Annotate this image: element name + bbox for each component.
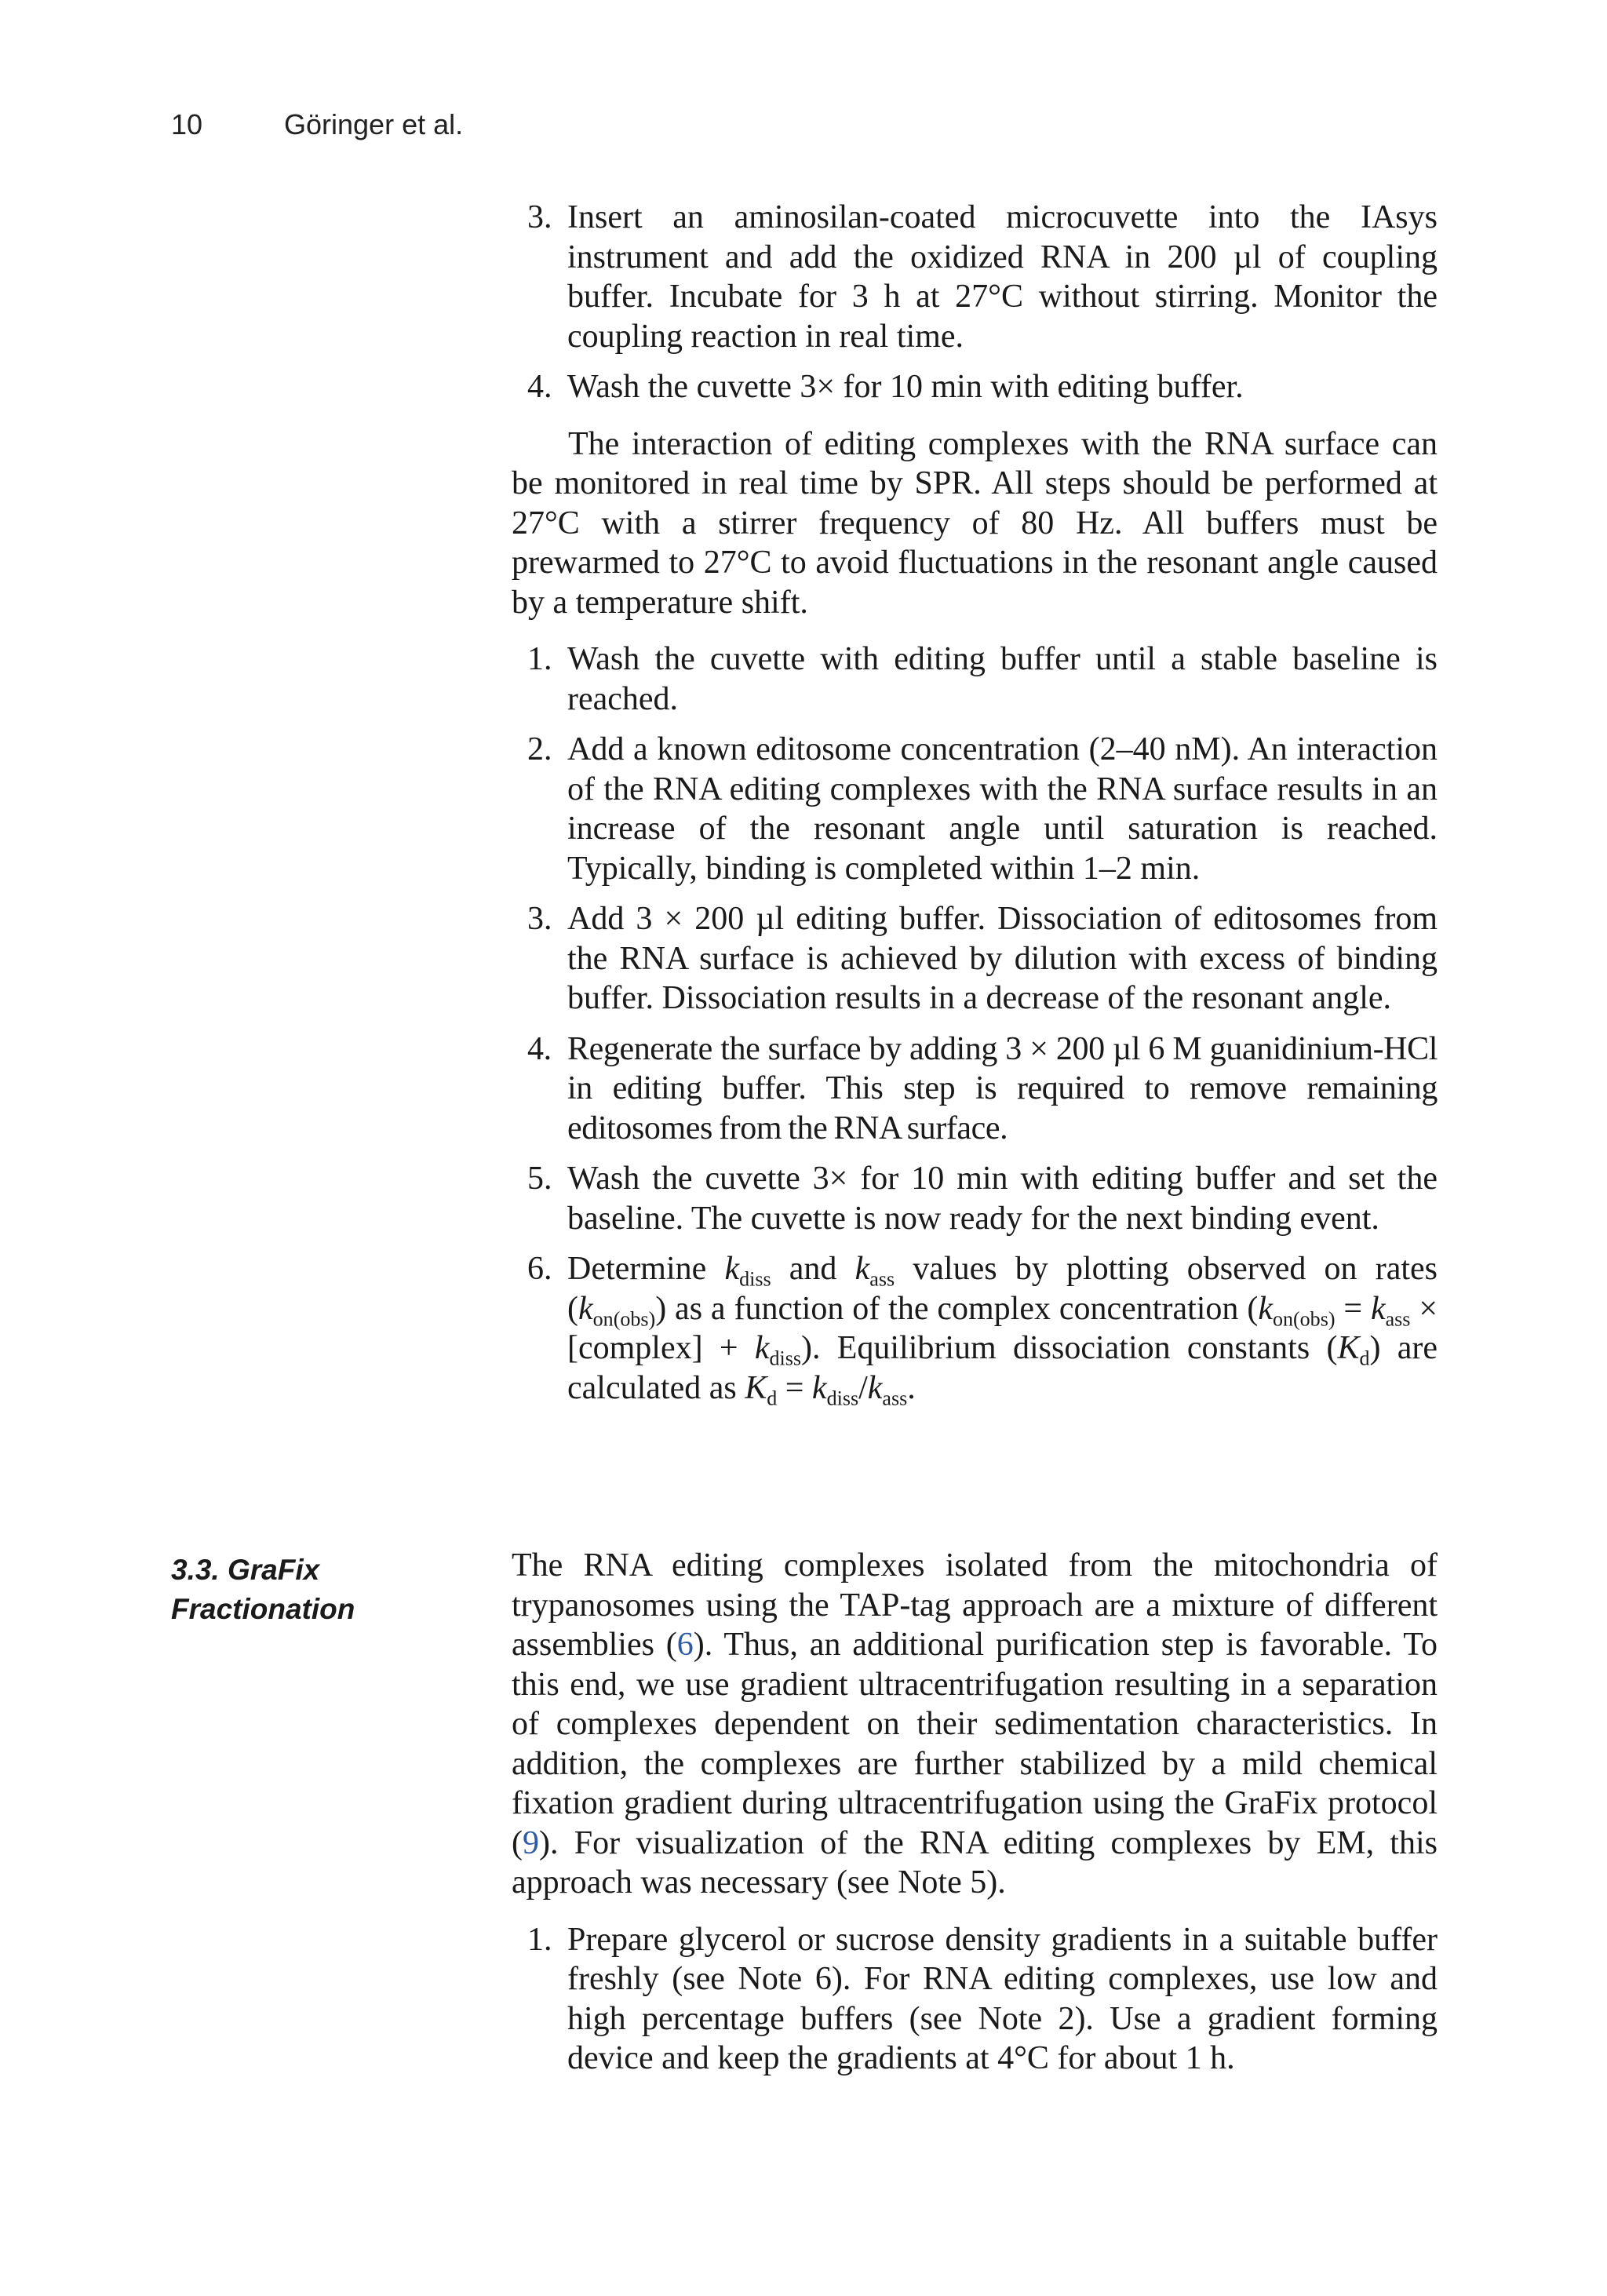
list-item-text: Prepare glycerol or sucrose density gradients in a suitable buffer freshly (see Note 6). For RNA editing complexes, use low and high percentage buffers (see Note 2). Use a gradient forming device and keep the gradients at 4°C for about 1 h. (567, 1921, 1438, 2076)
citation-link[interactable]: 6 (676, 1627, 694, 1663)
list-item-number: 6. (527, 1251, 552, 1287)
list-item (512, 1159, 1438, 1238)
list-item (512, 367, 1438, 407)
list-item (512, 899, 1438, 1019)
list-item-text: Wash the cuvette with editing buffer until a stable baseline is reached. (567, 641, 1438, 717)
list-item-text: Regenerate the surface by adding 3 × 200 µl 6 M guanidinium-HCl in editing buffer. This step is required to remove remaining editosomes from the RNA surface. (567, 1030, 1438, 1146)
page-number: 10 (171, 108, 203, 140)
main-column-top (512, 198, 1438, 1419)
list-item-text: Wash the cuvette 3× for 10 min with editing buffer. (567, 369, 1244, 405)
list-item-number: 1. (527, 641, 552, 677)
list-item (512, 730, 1438, 888)
body-paragraph-grafix: The RNA editing complexes isolated from the mitochondria of trypanosomes using the TAP-tag approach are a mixture of different assemblies (6). Thus, an additional purification step is favorable. To this end, we use gradient ultracentrifugation resulting in a separation of complexes dependent on their sedimentation characteristics. In addition, the complexes are further stabilized by a mild chemical fixation gradient during ultracentrifugation using the GraFix protocol (9). For visualization of the RNA editing complexes by EM, this approach was necessary (see Note 5). (512, 1547, 1438, 1901)
list-item-number: 4. (527, 1030, 552, 1067)
body-paragraph-spr: The interaction of editing complexes with the RNA surface can be monitored in real time by SPR. All steps should be performed at 27°C with a stirrer frequency of 80 Hz. All buffers must be prewarmed to 27°C to avoid fluctuations in the resonant angle caused by a temperature shift. (512, 425, 1438, 621)
running-head (171, 108, 463, 141)
step-list-coupling (512, 198, 1438, 407)
list-item (512, 1920, 1438, 2079)
list-item-text: Add a known editosome concentration (2–40 nM). An interaction of the RNA editing complexes with the RNA surface results in an increase of the resonant angle until saturation is reached. Typically, binding is completed within 1–2 min. (567, 731, 1438, 887)
list-item-number: 1. (527, 1921, 552, 1958)
list-item (512, 640, 1438, 719)
section-number: 3.3. (171, 1554, 220, 1586)
list-item-number: 4. (527, 369, 552, 405)
list-item-number: 3. (527, 199, 552, 235)
section-heading (171, 1551, 430, 1629)
step-list-grafix (512, 1920, 1438, 2079)
running-head-authors: Göringer et al. (284, 108, 464, 140)
list-item-number: 2. (527, 731, 552, 767)
list-item-equation (512, 1249, 1438, 1408)
step-list-binding (512, 640, 1438, 1408)
list-item-text: Insert an aminosilan-coated microcuvette into the IAsys instrument and add the oxidized RNA in 200 µl of coupling buffer. Incubate for 3 h at 27°C without stirring. Monitor the coupling reaction in real time. (567, 199, 1438, 355)
list-item (512, 1030, 1438, 1149)
section-title-line2: Fractionation (171, 1593, 355, 1625)
list-item-text: Add 3 × 200 µl editing buffer. Dissociation of editosomes from the RNA surface is achieved by dilution with excess of binding buffer. Dissociation results in a decrease of the resonant angle. (567, 901, 1438, 1016)
equation-text: Determine $k_{diss}$ and $k_{ass}$ values by plotting observed on rates $(k_{on(obs)})$ as a function of the complex concentration ($k_{on(obs)} = k_{ass}$ × [complex] + $k_{diss}$). Equilibrium dissociation constants $(K_d)$ are calculated as $K_d = k_{diss}/k_{ass}$. (567, 1251, 1438, 1409)
section-title: GraFix (228, 1554, 320, 1586)
list-item (512, 198, 1438, 356)
list-item-number: 5. (527, 1161, 552, 1197)
main-column-grafix (512, 1546, 1438, 2090)
list-item-number: 3. (527, 901, 552, 937)
citation-link[interactable]: 9 (523, 1824, 539, 1861)
list-item-text: Wash the cuvette 3× for 10 min with editing buffer and set the baseline. The cuvette is now ready for the next binding event. (567, 1161, 1438, 1237)
